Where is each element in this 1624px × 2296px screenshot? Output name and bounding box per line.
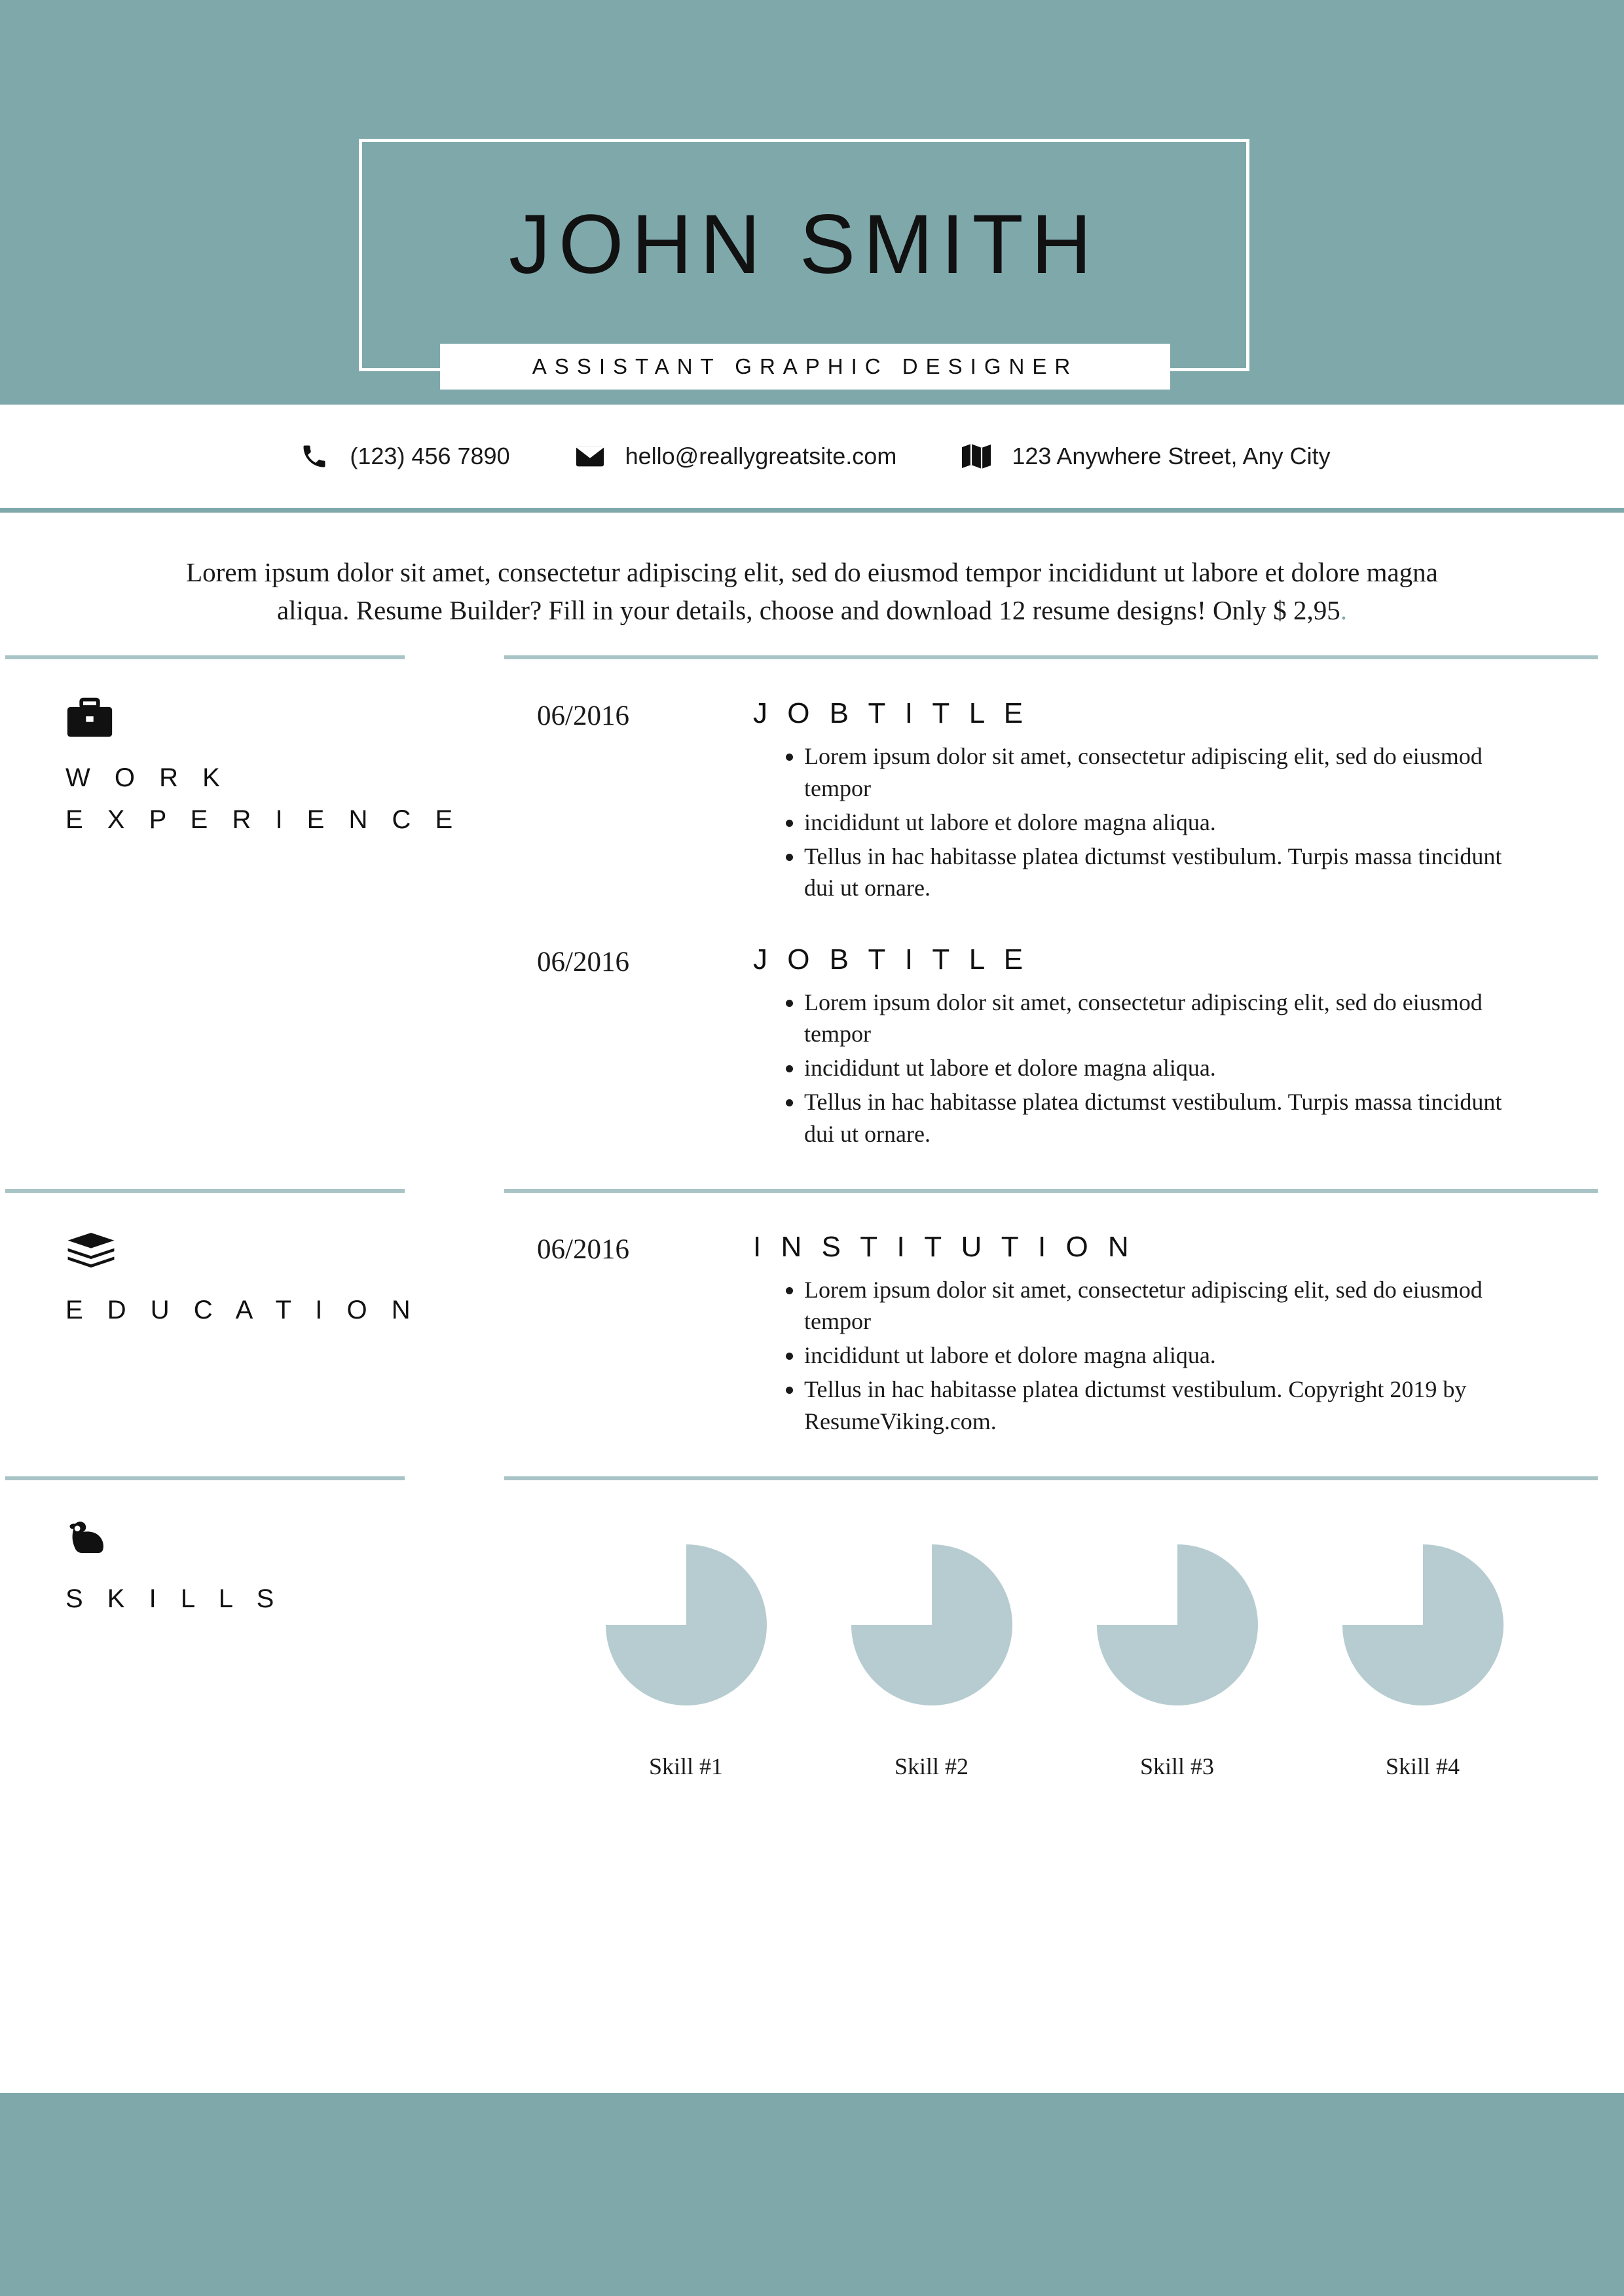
contact-email[interactable]	[569, 443, 897, 470]
entry-body	[753, 1231, 1519, 1440]
education-entry	[537, 1231, 1519, 1440]
work-label-line1: W O R K	[65, 763, 229, 793]
education-entries	[517, 1193, 1624, 1476]
skills-content	[517, 1480, 1624, 1780]
summary-trailing-mark: .	[1340, 595, 1348, 626]
job-title-text: ASSISTANT GRAPHIC DESIGNER	[532, 354, 1079, 378]
contact-phone[interactable]	[293, 442, 509, 471]
footer-band	[0, 2093, 1624, 2296]
page-title: JOHN SMITH	[508, 198, 1100, 291]
briefcase-icon	[65, 697, 517, 742]
address-text: 123 Anywhere Street, Any City	[1012, 443, 1331, 469]
skills-label: S K I L L S	[65, 1584, 283, 1613]
map-icon	[955, 442, 997, 471]
books-icon	[65, 1231, 517, 1275]
section-skills	[0, 1480, 1624, 1780]
contact-address[interactable]	[955, 442, 1330, 471]
work-sidebar	[0, 659, 517, 1188]
list-item: • Tellus in hac habitasse platea dictumst vestibulum. Turpis massa tincidunt dui ut ornare.	[804, 1086, 1519, 1149]
email-text: hello@reallygreatsite.com	[625, 443, 897, 469]
skill-item	[1300, 1544, 1545, 1780]
summary-paragraph	[0, 513, 1624, 655]
phone-text: (123) 456 7890	[350, 443, 510, 469]
entry-bullets	[753, 1274, 1519, 1437]
header-band	[0, 0, 1624, 405]
entry-body	[753, 697, 1519, 906]
envelope-icon	[569, 443, 611, 469]
education-sidebar	[0, 1193, 517, 1476]
skill-item	[563, 1544, 809, 1780]
list-item: • Lorem ipsum dolor sit amet, consectetur adipiscing elit, sed do eiusmod tempor	[804, 1274, 1519, 1337]
work-entry	[537, 697, 1519, 906]
list-item: • Lorem ipsum dolor sit amet, consectetur adipiscing elit, sed do eiusmod tempor	[804, 740, 1519, 803]
entry-body	[753, 943, 1519, 1152]
contact-bar	[0, 405, 1624, 513]
work-entries	[517, 659, 1624, 1188]
skill-label: Skill #1	[648, 1753, 724, 1779]
skills-sidebar	[0, 1480, 517, 1780]
list-item: • Tellus in hac habitasse platea dictumst vestibulum. Copyright 2019 by ResumeViking.com.	[804, 1374, 1519, 1436]
skill-item	[1054, 1544, 1300, 1780]
skill-pie-chart	[1097, 1544, 1258, 1705]
list-item: • incididunt ut labore et dolore magna aliqua.	[804, 807, 1519, 838]
entry-bullets	[753, 987, 1519, 1150]
skill-label: Skill #4	[1385, 1753, 1460, 1779]
skill-pie-chart	[606, 1544, 767, 1705]
entry-title: I N S T I T U T I O N	[753, 1230, 1135, 1263]
summary-text: Lorem ipsum dolor sit amet, consectetur adipiscing elit, sed do eiusmod tempor incididunt ut labore et dolore magna aliqua. Resume Builder? Fill in your details, choose and download 12 resume designs! Only $ 2,95	[186, 557, 1438, 626]
entry-title: J O B T I T L E	[753, 697, 1029, 730]
work-label-line2: E X P E R I E N C E	[65, 805, 462, 835]
skill-pie-chart	[1342, 1544, 1504, 1705]
entry-title: J O B T I T L E	[753, 943, 1029, 975]
section-work-experience	[0, 659, 1624, 1188]
skill-label: Skill #3	[1139, 1753, 1215, 1779]
entry-date: 06/2016	[537, 701, 629, 732]
skills-chart-row	[537, 1518, 1545, 1780]
list-item: • Lorem ipsum dolor sit amet, consectetur adipiscing elit, sed do eiusmod tempor	[804, 987, 1519, 1049]
job-title-ribbon	[440, 344, 1170, 390]
education-label: E D U C A T I O N	[65, 1295, 419, 1324]
entry-bullets	[753, 740, 1519, 903]
skill-item	[809, 1544, 1054, 1780]
work-entry	[537, 943, 1519, 1152]
entry-date: 06/2016	[537, 946, 629, 977]
skill-label: Skill #2	[894, 1753, 969, 1779]
list-item: • incididunt ut labore et dolore magna aliqua.	[804, 1052, 1519, 1084]
skill-pie-chart	[851, 1544, 1012, 1705]
section-education	[0, 1193, 1624, 1476]
phone-icon	[293, 442, 335, 471]
entry-date: 06/2016	[537, 1233, 629, 1265]
muscle-icon	[65, 1518, 517, 1563]
list-item: • incididunt ut labore et dolore magna aliqua.	[804, 1339, 1519, 1371]
list-item: • Tellus in hac habitasse platea dictumst vestibulum. Turpis massa tincidunt dui ut ornare.	[804, 841, 1519, 903]
